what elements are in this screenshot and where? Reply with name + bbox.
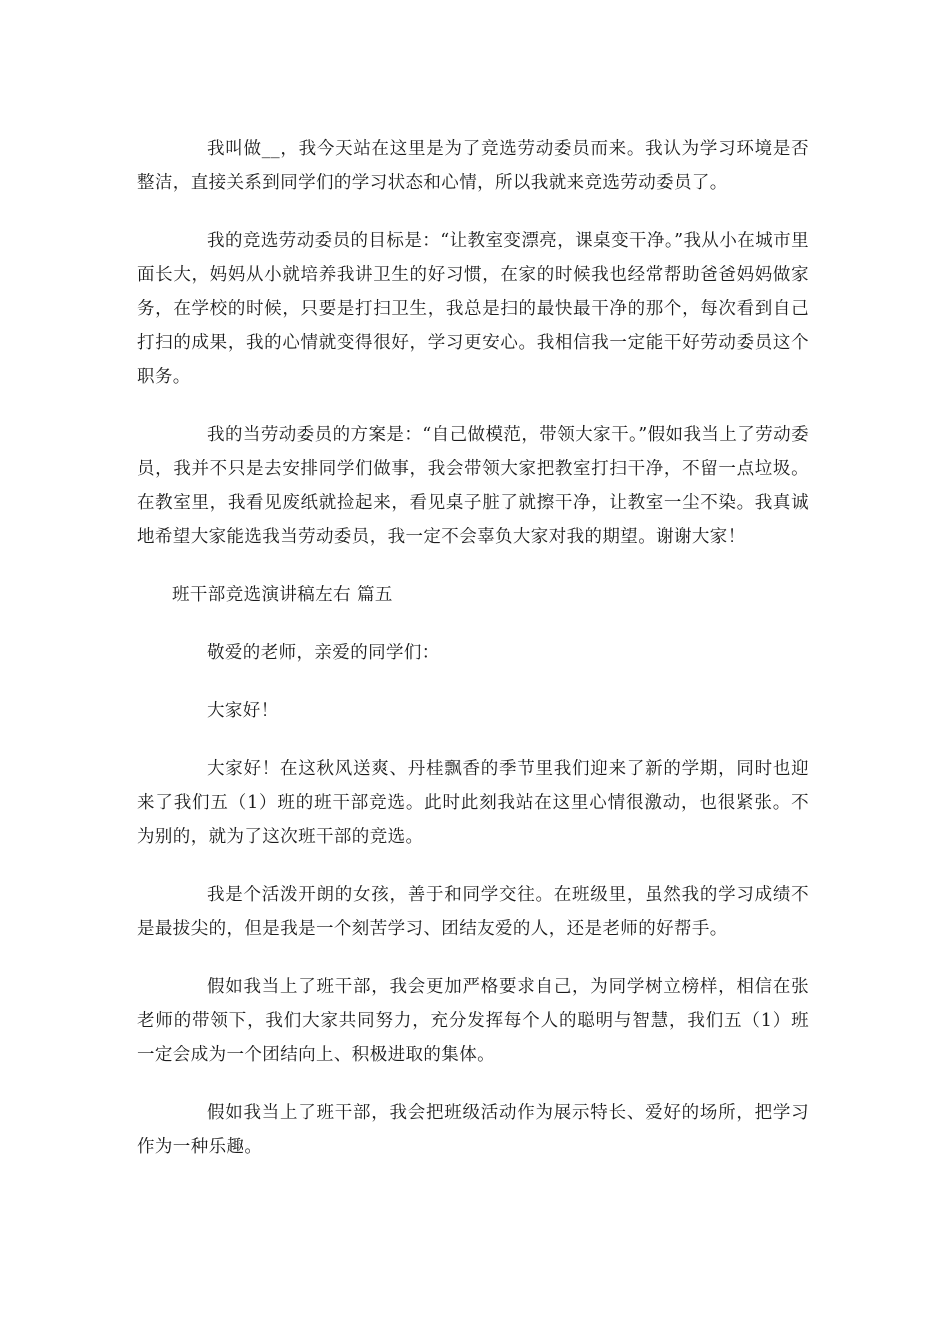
salutation: 敬爱的老师，亲爱的同学们： (207, 643, 440, 663)
greeting: 大家好！ (207, 701, 279, 721)
paragraph: 假如我当上了班干部，我会更加严格要求自己，为同学树立榜样，相信在张老师的带领下，我们大家共同努力，充分发挥每个人的聪明与智慧，我们五（1）班一定会成为一个团结向上、积极进取的集体。 (137, 977, 809, 1065)
document-body (137, 132, 809, 1188)
paragraph: 我是个活泼开朗的女孩，善于和同学交往。在班级里，虽然我的学习成绩不是最拔尖的，但是我是一个刻苦学习、团结友爱的人，还是老师的好帮手。 (137, 885, 809, 939)
paragraph: 大家好！在这秋风送爽、丹桂飘香的季节里我们迎来了新的学期，同时也迎来了我们五（1）班的班干部竞选。此时此刻我站在这里心情很激动，也很紧张。不为别的，就为了这次班干部的竞选。 (137, 759, 809, 847)
paragraph: 我的竞选劳动委员的目标是：“让教室变漂亮，课桌变干净。”我从小在城市里面长大，妈妈从小就培养我讲卫生的好习惯，在家的时候我也经常帮助爸爸妈妈做家务，在学校的时候，只要是打扫卫生，我总是扫的最快最干净的那个，每次看到自己打扫的成果，我的心情就变得很好，学习更安心。我相信我一定能干好劳动委员这个职务。 (137, 231, 809, 387)
paragraph: 假如我当上了班干部，我会把班级活动作为展示特长、爱好的场所，把学习作为一种乐趣。 (137, 1103, 809, 1157)
paragraph: 我的当劳动委员的方案是：“自己做模范，带领大家干。”假如我当上了劳动委员，我并不只是去安排同学们做事，我会带领大家把教室打扫干净，不留一点垃圾。在教室里，我看见废纸就捡起来，看见桌子脏了就擦干净，让教室一尘不染。我真诚地希望大家能选我当劳动委员，我一定不会辜负大家对我的期望。谢谢大家！ (137, 425, 809, 547)
section-heading: 班干部竞选演讲稿左右 篇五 (172, 585, 393, 605)
paragraph: 我叫做__，我今天站在这里是为了竞选劳动委员而来。我认为学习环境是否整洁，直接关系到同学们的学习状态和心情，所以我就来竞选劳动委员了。 (137, 139, 809, 193)
